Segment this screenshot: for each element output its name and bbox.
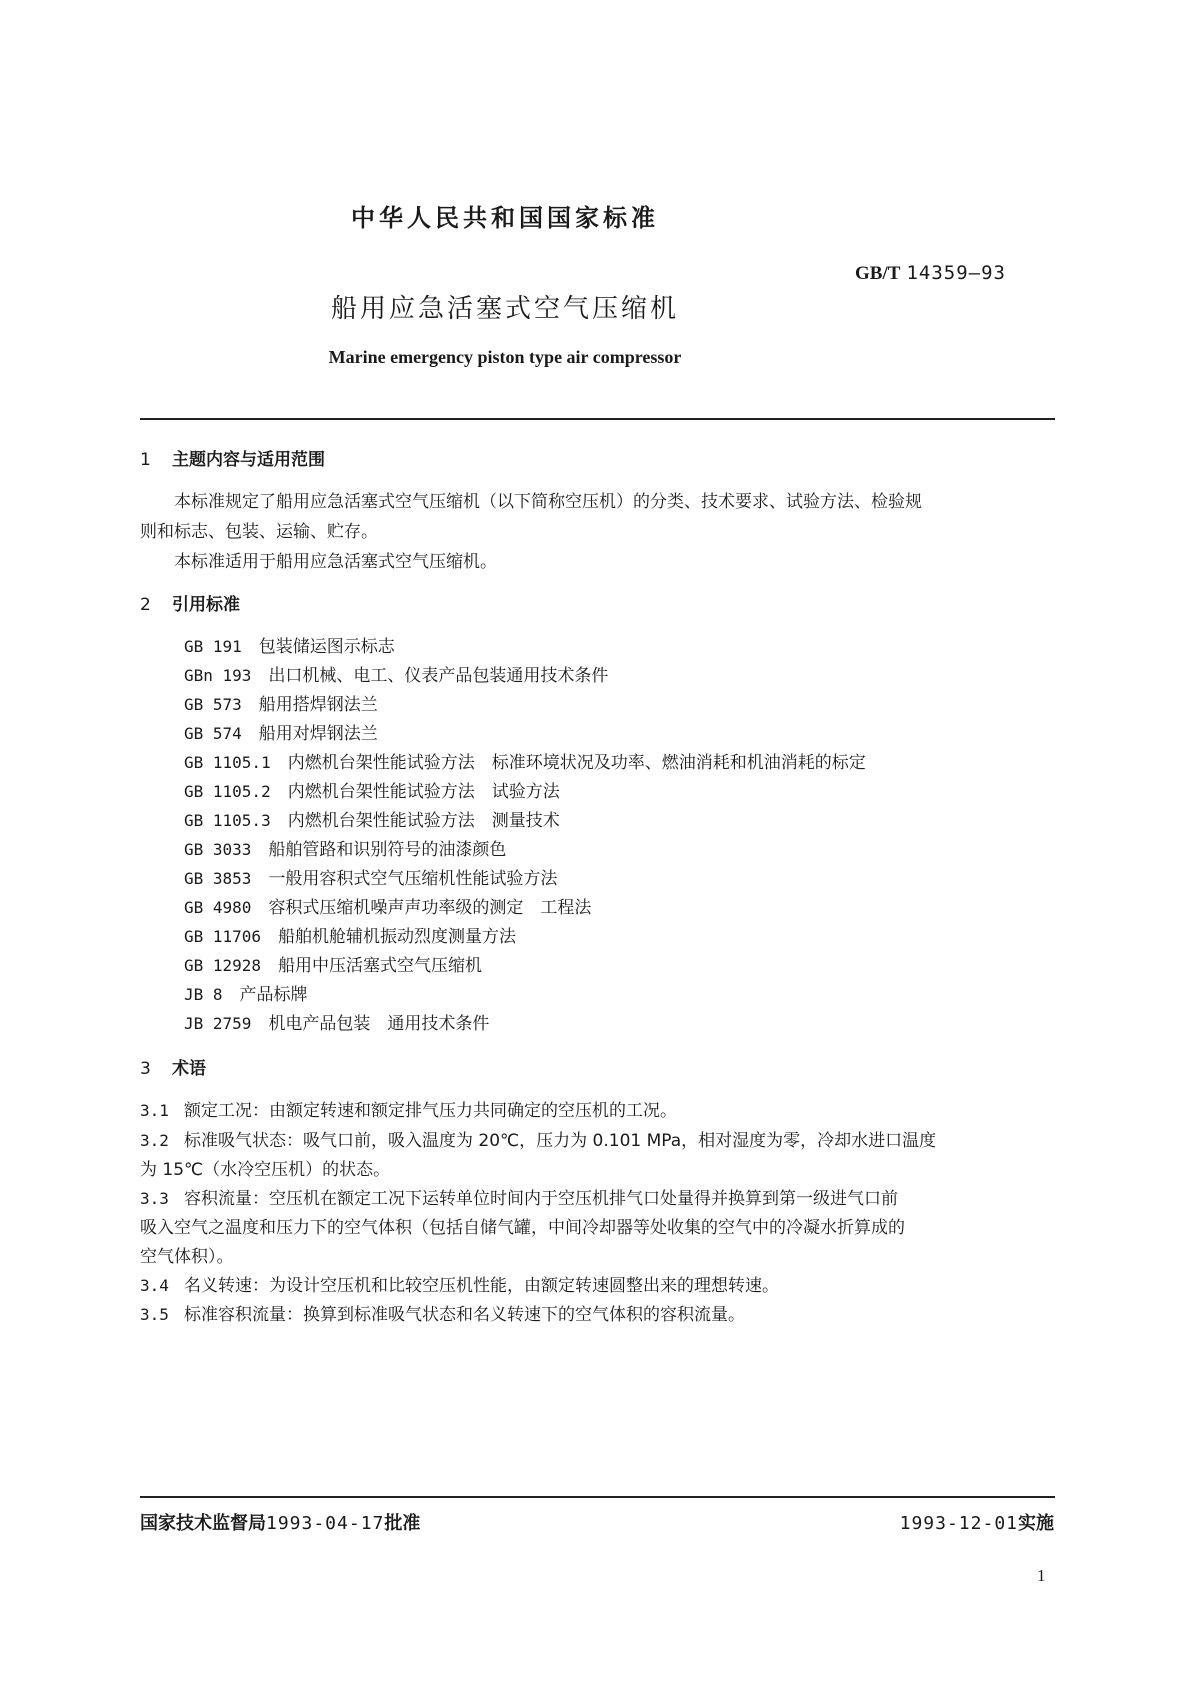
term-text: 标准吸气状态：吸气口前，吸入温度为 20℃，压力为 0.101 MPa，相对湿度为零，冷却水进口温度	[184, 1131, 937, 1151]
section-2-heading	[140, 590, 240, 615]
reference-code: GB 191	[184, 637, 242, 656]
reference-code: GB 12928	[184, 956, 262, 975]
reference-code: GB 574	[184, 724, 242, 743]
page-number: 1	[1037, 1566, 1046, 1585]
approval-org: 国家技术监督局	[140, 1513, 266, 1534]
section-1-para1-line2: 则和标志、包装、运输、贮存。	[140, 522, 378, 542]
term-3-3	[140, 1184, 898, 1209]
standard-code	[855, 262, 1006, 285]
term-3-1	[140, 1096, 677, 1121]
reference-code: GB 3853	[184, 869, 252, 888]
reference-title: 包装储运图示标志	[258, 637, 395, 657]
reference-title: 船用搭焊钢法兰	[258, 695, 378, 715]
section-1-title: 主题内容与适用范围	[172, 450, 325, 470]
term-3-5	[140, 1300, 745, 1325]
section-1-para2: 本标准适用于船用应急活塞式空气压缩机。	[174, 552, 497, 572]
reference-title: 船用中压活塞式空气压缩机	[278, 956, 483, 976]
reference-item	[184, 835, 506, 860]
reference-item	[184, 922, 516, 947]
implementation-suffix: 实施	[1018, 1513, 1054, 1534]
reference-title: 船舶管路和识别符号的油漆颜色	[268, 840, 507, 860]
term-number: 3.4	[140, 1276, 169, 1295]
reference-title: 内燃机台架性能试验方法 测量技术	[287, 811, 560, 831]
reference-item	[184, 661, 608, 686]
reference-code: GB 4980	[184, 898, 252, 917]
standard-code-prefix: GB/T	[855, 263, 901, 284]
term-number: 3.1	[140, 1101, 169, 1120]
reference-item	[184, 690, 378, 715]
reference-item	[184, 777, 560, 802]
document-title-en: Marine emergency piston type air compressor	[328, 347, 682, 367]
reference-item	[184, 748, 866, 773]
reference-code: GBn 193	[184, 666, 252, 685]
implementation-info	[900, 1509, 1054, 1535]
section-1-number: 1	[140, 450, 151, 470]
reference-title: 容积式压缩机噪声声功率级的测定 工程法	[268, 898, 592, 918]
reference-title: 内燃机台架性能试验方法 标准环境状况及功率、燃油消耗和机油消耗的标定	[287, 753, 866, 773]
reference-code: GB 1105.1	[184, 753, 271, 772]
approval-suffix: 批准	[384, 1513, 421, 1534]
term-number: 3.2	[140, 1131, 169, 1150]
reference-item	[184, 864, 557, 889]
term-text: 额定工况：由额定转速和额定排气压力共同确定的空压机的工况。	[184, 1101, 677, 1121]
footer-divider	[140, 1496, 1055, 1498]
reference-item	[184, 893, 591, 918]
implementation-date: 1993-12-01	[899, 1513, 1018, 1534]
term-text: 容积流量：空压机在额定工况下运转单位时间内于空压机排气口处量得并换算到第一级进气口前	[184, 1189, 898, 1209]
reference-title: 机电产品包装 通用技术条件	[268, 1014, 490, 1034]
term-3-4	[140, 1271, 779, 1296]
term-text: 标准容积流量：换算到标准吸气状态和名义转速下的空气体积的容积流量。	[184, 1305, 745, 1325]
standard-code-number: 14359—93	[906, 262, 1006, 284]
reference-code: GB 573	[184, 695, 242, 714]
header-divider	[140, 418, 1055, 420]
reference-title: 一般用容积式空气压缩机性能试验方法	[268, 869, 558, 889]
approval-info	[140, 1509, 420, 1535]
reference-item	[184, 980, 308, 1005]
term-number: 3.5	[140, 1305, 169, 1324]
approval-date: 1993-04-17	[266, 1513, 385, 1534]
section-3-heading	[140, 1054, 206, 1079]
term-3-2-cont: 为 15℃（水冷空压机）的状态。	[140, 1160, 391, 1180]
reference-code: GB 3033	[184, 840, 252, 859]
reference-title: 船用对焊钢法兰	[258, 724, 378, 744]
section-1-heading	[140, 445, 325, 470]
reference-code: GB 11706	[184, 927, 262, 946]
section-3-title: 术语	[172, 1059, 206, 1079]
section-2-title: 引用标准	[172, 595, 240, 615]
term-text: 名义转速：为设计空压机和比较空压机性能，由额定转速圆整出来的理想转速。	[184, 1276, 779, 1296]
term-3-3-cont2: 空气体积）。	[140, 1247, 234, 1267]
reference-code: GB 1105.2	[184, 782, 271, 801]
reference-item	[184, 806, 560, 831]
reference-item	[184, 951, 482, 976]
reference-title: 出口机械、电工、仪表产品包装通用技术条件	[268, 666, 609, 686]
section-2-number: 2	[140, 595, 151, 615]
term-number: 3.3	[140, 1189, 169, 1208]
term-3-2	[140, 1126, 936, 1151]
national-standard-heading: 中华人民共和国国家标准	[351, 204, 659, 232]
reference-code: JB 2759	[184, 1014, 252, 1033]
section-1-para1-line1: 本标准规定了船用应急活塞式空气压缩机（以下简称空压机）的分类、技术要求、试验方法、检验规	[174, 492, 922, 512]
reference-code: GB 1105.3	[184, 811, 271, 830]
reference-title: 产品标牌	[239, 985, 308, 1005]
reference-item	[184, 1009, 489, 1034]
term-3-3-cont1: 吸入空气之温度和压力下的空气体积（包括自储气罐，中间冷却器等处收集的空气中的冷凝水折算成的	[140, 1218, 905, 1238]
section-3-number: 3	[140, 1059, 151, 1079]
reference-code: JB 8	[184, 985, 223, 1004]
reference-item	[184, 719, 378, 744]
reference-title: 船舶机舱辅机振动烈度测量方法	[278, 927, 517, 947]
reference-item	[184, 632, 395, 657]
document-title-cn: 船用应急活塞式空气压缩机	[330, 294, 679, 324]
reference-title: 内燃机台架性能试验方法 试验方法	[287, 782, 560, 802]
